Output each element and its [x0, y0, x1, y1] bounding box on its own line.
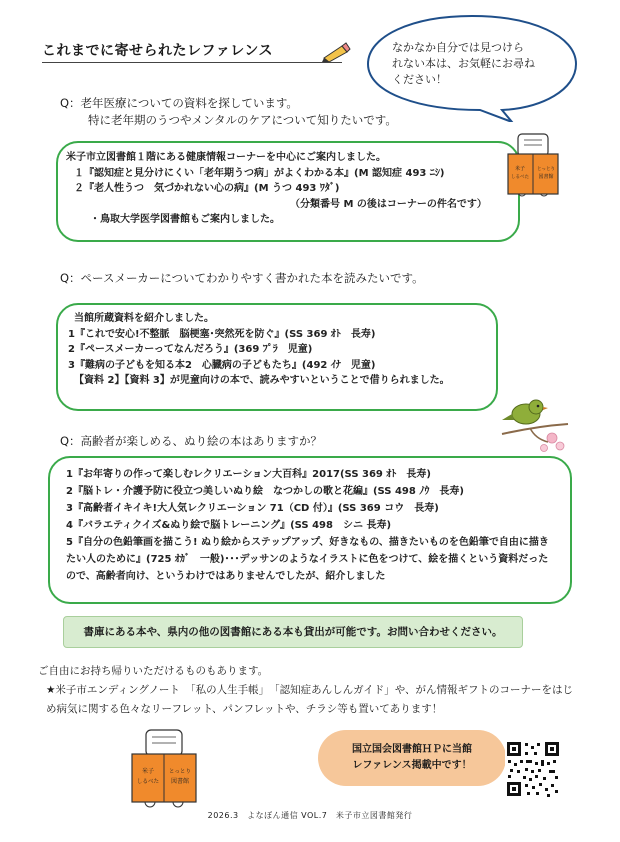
answer-line: ・鳥取大学医学図書館もご案内しました。: [90, 214, 280, 225]
page-title: これまでに寄せられたレファレンス: [42, 43, 273, 59]
svg-text:しるべた: しるべた: [511, 175, 529, 180]
ndl-reference-link[interactable]: [318, 730, 506, 786]
free-items-body: ★米子市エンディングノート 「私の人生手帳」 「認知症あんしんガイド」や、がん情報ギフトのコーナーをはじめ病気に関する色々なリーフレット、パンフレットや、チラシ等も置いてあります！: [46, 684, 574, 715]
promo-line: 国立国会図書館ＨＰに当館: [352, 744, 472, 755]
svg-text:米子: 米子: [514, 166, 526, 172]
lending-notice: 書庫にある本や、県内の他の図書館にある本も貸出が可能です。お問い合わせください。: [63, 616, 523, 648]
answer-line: 米子市立図書館１階にある健康情報コーナーを中心にご案内しました。: [66, 152, 386, 163]
free-items-intro: ご自由にお持ち帰りいただけるものもあります。: [38, 665, 269, 677]
book-mascot-illustration: [128, 726, 200, 812]
title-underline: [42, 62, 342, 63]
pencil-icon: [322, 42, 352, 62]
question-text: Q：老年医療についての資料を探しています。: [60, 96, 298, 110]
answer-line: 3『高齢者イキイキ!大人気レクリエーション 71（CD 付）』(SS 369 コウ 長寿): [66, 503, 439, 514]
bubble-text: [392, 40, 562, 88]
free-items-section: [38, 662, 578, 719]
footer-credit: 2026.3 よなぼん通信 VOL.7 米子市立図書館発行: [207, 811, 413, 820]
bird-branch-illustration: [500, 390, 570, 456]
book-mascot-illustration: [504, 130, 562, 204]
bubble-line: なかなか自分では見つけら: [392, 41, 524, 54]
answer-box-3: [48, 456, 572, 604]
answer-line: １『認知症と見分けにくい「老年期うつ病」がよくわかる本』(M 認知症 493 ﾆｼ): [74, 167, 445, 179]
svg-text:図書館: 図書館: [538, 174, 554, 180]
answer-line: 2『脳トレ・介護予防に役立つ美しいぬり絵 なつかしの歌と花編』(SS 498 ﾉｳ 長寿): [66, 486, 464, 497]
answer-line: 3『難病の子どもを知る本2 心臓病の子どもたち』(492 ｲﾅ 児童): [68, 359, 376, 371]
question-text: Q：高齢者が楽しめる、ぬり絵の本はありますか？: [60, 434, 323, 448]
promo-line: レファレンス掲載中です！: [352, 760, 472, 771]
svg-text:しるべた: しるべた: [136, 779, 160, 785]
answer-line: 【資料 2】【資料 3】が児童向けの本で、読みやすいということで借りられました。: [74, 375, 450, 386]
answer-line: 2『ペースメーカーってなんだろう』(369 ﾌﾟﾗ 児童): [68, 344, 313, 355]
answer-box-2: [56, 303, 498, 411]
question-subtext: 特に老年期のうつやメンタルのケアについて知りたいです。: [88, 113, 397, 127]
qr-code[interactable]: [505, 740, 561, 798]
question-1: [60, 95, 397, 129]
question-3: [60, 433, 322, 450]
answer-line: 1『これで安心!不整脈 脳梗塞･突然死を防ぐ』(SS 369 ｵﾄ 長寿): [68, 328, 376, 340]
bubble-line: ください！: [392, 73, 447, 86]
svg-text:とっとり: とっとり: [169, 769, 191, 775]
answer-line: 当館所蔵資料を紹介しました。: [74, 313, 214, 324]
svg-text:とっとり: とっとり: [537, 167, 555, 172]
question-2: [60, 270, 424, 287]
answer-line: 1『お年寄りの作って楽しむレクリエーション大百科』2017(SS 369 ｵﾄ 長寿): [66, 469, 431, 480]
answer-line: 5『自分の色鉛筆画を描こう! ぬり絵からステップアップ、好きなもの、描きたいものを色鉛筆で自由に描きたい人のために』(725 ｵｶﾞ 一般)･･･デッサンのようなイラストに色をつけて、絵を描くという資料だったので、高齢者向け、というわけではありませんでしたが、紹介しました: [66, 537, 549, 582]
svg-text:図書館: 図書館: [170, 778, 190, 785]
question-text: Q：ペースメーカーについてわかりやすく書かれた本を読みたいです。: [60, 271, 424, 285]
answer-line: 4『バラエティクイズ&ぬり絵で脳トレーニング』(SS 498 シニ 長寿): [66, 520, 392, 531]
svg-text:米子: 米子: [141, 768, 155, 775]
answer-box-1: [56, 141, 520, 242]
answer-line: ２『老人性うつ 気づかれない心の病』(M うつ 493 ﾜﾀﾞ): [74, 183, 340, 194]
answer-line: （分類番号 M の後はコーナーの件名です）: [290, 198, 487, 210]
bubble-line: れない本は、お気軽にお尋ね: [392, 57, 535, 70]
